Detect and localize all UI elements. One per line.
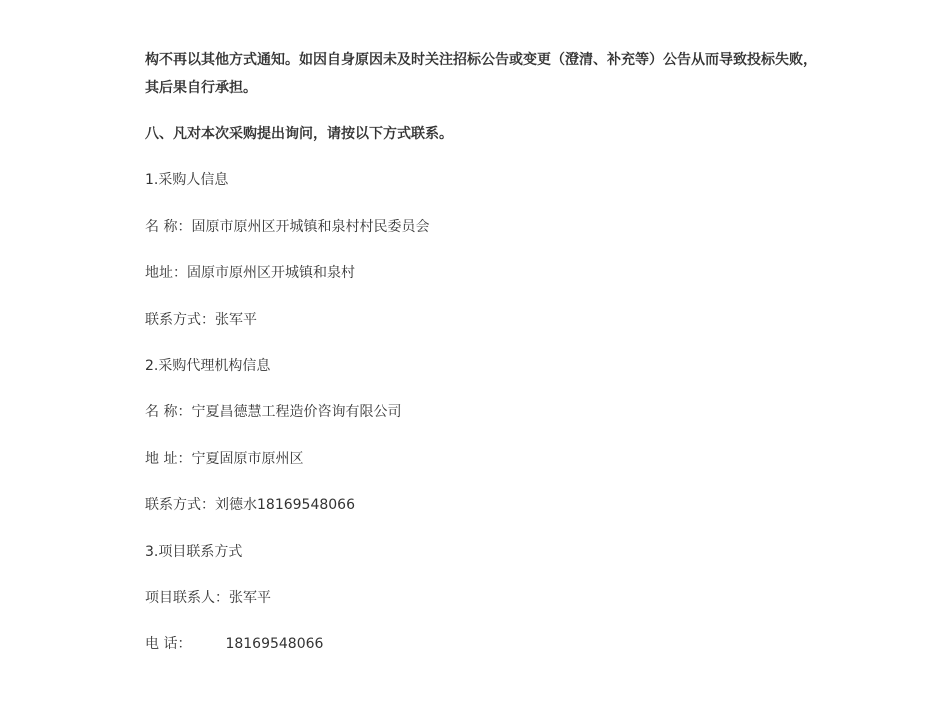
project-phone	[145, 634, 323, 654]
project-phone-value: 18169548066	[225, 636, 324, 652]
purchaser-heading: 1.采购人信息	[145, 172, 229, 188]
purchaser-address: 地址：固原市原州区开城镇和泉村	[145, 265, 355, 281]
agency-heading: 2.采购代理机构信息	[145, 358, 271, 374]
project-heading: 3.项目联系方式	[145, 544, 243, 560]
notice-line-2: 其后果自行承担。	[145, 80, 257, 96]
agency-address: 地 址：宁夏固原市原州区	[145, 451, 304, 467]
project-phone-label: 电 话：	[145, 636, 192, 652]
project-contact-person: 项目联系人：张军平	[145, 590, 271, 606]
notice-line-1: 构不再以其他方式通知。如因自身原因未及时关注招标公告或变更（澄清、补充等）公告从而导致投标失败，	[145, 52, 817, 68]
agency-name: 名 称：宁夏昌德慧工程造价咨询有限公司	[145, 404, 402, 420]
purchaser-name: 名 称：固原市原州区开城镇和泉村村民委员会	[145, 219, 430, 235]
agency-contact: 联系方式：刘德水18169548066	[145, 497, 355, 513]
purchaser-contact: 联系方式：张军平	[145, 312, 257, 328]
section-8-title: 八、凡对本次采购提出询问，请按以下方式联系。	[145, 126, 453, 142]
